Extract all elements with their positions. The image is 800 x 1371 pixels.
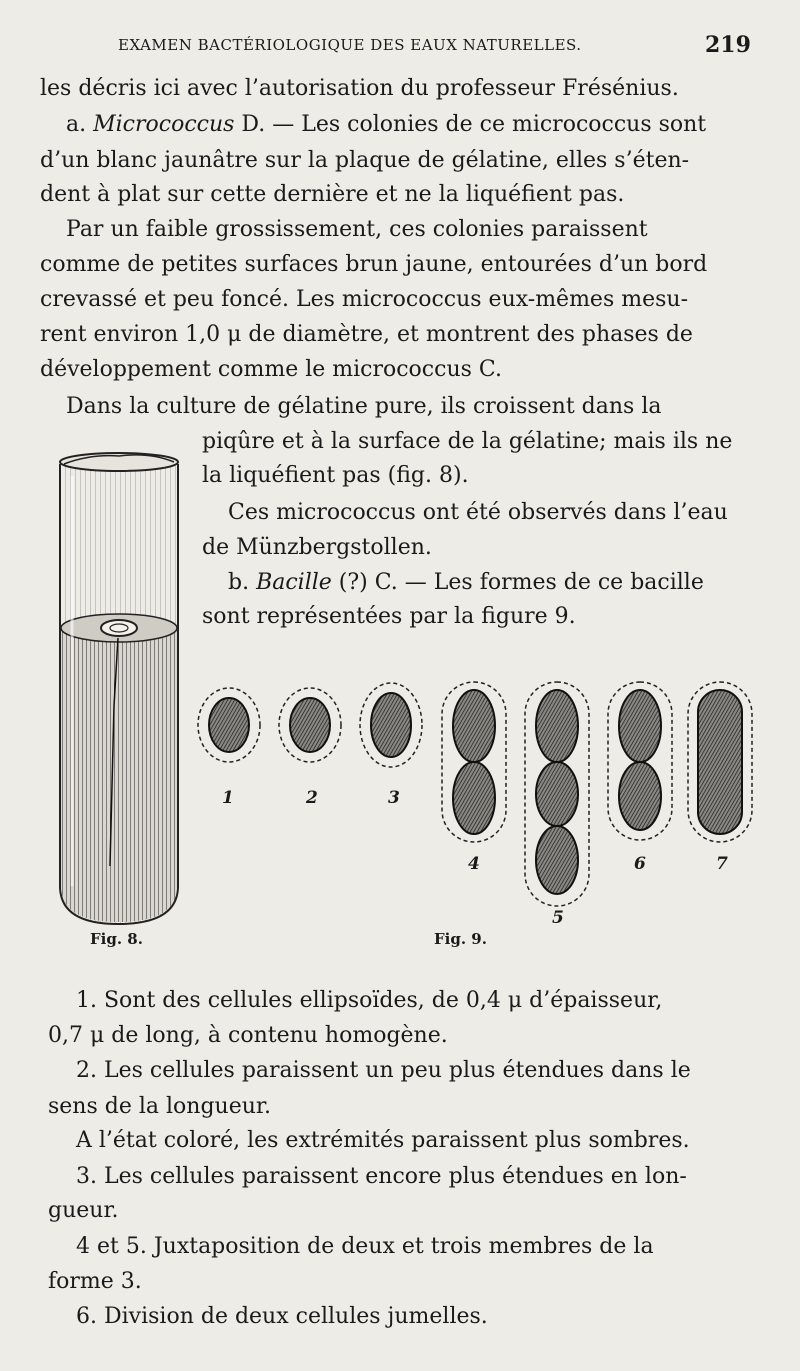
text-line: piqûre et à la surface de la gélatine; mais ils ne	[202, 429, 733, 454]
figure-9-caption: Fig. 9.	[434, 930, 487, 948]
list-marker: b.	[228, 570, 257, 595]
bacilli-illustration	[188, 672, 768, 932]
text-line: comme de petites surfaces brun jaune, entourées d’un bord	[40, 252, 708, 277]
text-line: 3. Les cellules paraissent encore plus étendues en lon-	[76, 1164, 687, 1189]
text-line	[66, 114, 706, 136]
text-line: développement comme le micrococcus C.	[40, 357, 502, 382]
cell-2	[279, 688, 341, 762]
text-line: Par un faible grossissement, ces colonies paraissent	[66, 217, 648, 242]
cell-label: 6	[634, 854, 646, 874]
text-line: gueur.	[48, 1198, 119, 1223]
cell-6	[608, 682, 672, 840]
cell-label: 4	[468, 854, 480, 874]
running-header	[0, 34, 800, 64]
genus-name: Micrococcus	[93, 112, 235, 137]
cell-5	[525, 682, 589, 906]
text-line: Dans la culture de gélatine pure, ils croissent dans la	[66, 394, 662, 419]
text-line: sens de la longueur.	[48, 1094, 271, 1119]
cell-label: 1	[222, 788, 234, 808]
text-line: la liquéfient pas (fig. 8).	[202, 463, 469, 488]
text-line: 1. Sont des cellules ellipsoïdes, de 0,4 μ d’épaisseur,	[76, 988, 663, 1013]
cell-label: 3	[388, 788, 400, 808]
cell-7	[688, 682, 752, 842]
text-line: les décris ici avec l’autorisation du professeur Frésénius.	[40, 76, 679, 101]
running-title: EXAMEN BACTÉRIOLOGIQUE DES EAUX NATURELLES.	[118, 36, 582, 54]
figure-8-test-tube	[50, 446, 190, 926]
text-line: forme 3.	[48, 1269, 142, 1294]
text-line: 2. Les cellules paraissent un peu plus étendues dans le	[76, 1058, 691, 1083]
text-line: sont représentées par la figure 9.	[202, 604, 576, 629]
text-fragment: D. — Les colonies de ce micrococcus sont	[234, 112, 707, 137]
text-line: 4 et 5. Juxtaposition de deux et trois membres de la	[76, 1234, 654, 1259]
genus-name: Bacille	[256, 570, 332, 595]
list-marker: a.	[66, 112, 94, 137]
text-line: Ces micrococcus ont été observés dans l’eau	[228, 500, 728, 525]
text-line: d’un blanc jaunâtre sur la plaque de gélatine, elles s’éten-	[40, 148, 690, 173]
text-line: rent environ 1,0 μ de diamètre, et montrent des phases de	[40, 322, 693, 347]
cell-label: 7	[716, 854, 728, 874]
figure-9-bacilli	[188, 672, 768, 932]
cell-3	[360, 683, 422, 767]
page-number: 219	[705, 32, 751, 58]
text-line: 6. Division de deux cellules jumelles.	[76, 1304, 488, 1329]
text-line: crevassé et peu foncé. Les micrococcus eux-mêmes mesu-	[40, 287, 689, 312]
text-line: 0,7 μ de long, à contenu homogène.	[48, 1023, 448, 1048]
text-line	[228, 572, 704, 594]
text-line: A l’état coloré, les extrémités paraissent plus sombres.	[76, 1128, 690, 1153]
test-tube-illustration	[50, 446, 190, 926]
text-line: de Münzbergstollen.	[202, 535, 432, 560]
cell-label: 5	[552, 908, 564, 928]
text-line: dent à plat sur cette dernière et ne la liquéfient pas.	[40, 182, 625, 207]
cell-4	[442, 682, 506, 842]
text-fragment: (?) C. — Les formes de ce bacille	[331, 570, 704, 595]
figure-8-caption: Fig. 8.	[90, 930, 143, 948]
cell-label: 2	[306, 788, 318, 808]
cell-1	[198, 688, 260, 762]
